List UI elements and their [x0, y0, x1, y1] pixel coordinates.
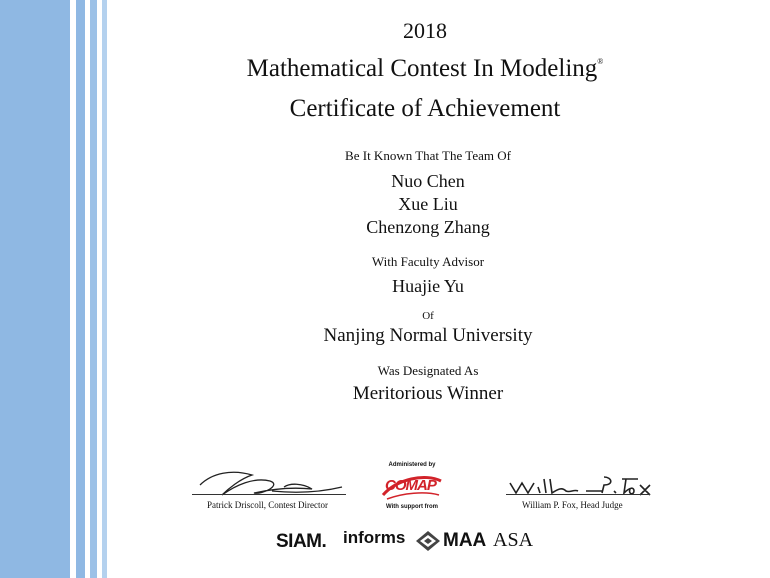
asa-logo: ASA — [493, 529, 534, 551]
maa-emblem-icon — [415, 530, 441, 552]
of-label: Of — [422, 310, 434, 322]
comap-logo-text: COMAP — [385, 477, 436, 494]
advisor-name: Huajie Yu — [392, 276, 464, 296]
director-signature-line — [192, 494, 346, 495]
team-member: Nuo Chen — [391, 171, 465, 191]
siam-logo: SIAM. — [276, 531, 327, 552]
team-members — [43, 170, 770, 239]
administered-by-label: Administered by — [388, 462, 436, 468]
team-member: Xue Liu — [398, 194, 458, 214]
university-name: Nanjing Normal University — [323, 325, 533, 346]
contest-title-text: Mathematical Contest In Modeling — [246, 55, 598, 82]
comap-block — [372, 462, 452, 510]
certificate-year: 2018 — [403, 18, 447, 43]
head-judge-caption: William P. Fox, Head Judge — [522, 500, 623, 510]
maa-logo: MAA — [443, 530, 487, 551]
certificate-title: Certificate of Achievement — [289, 95, 561, 122]
support-label: With support from — [386, 504, 438, 510]
informs-logo: informs — [343, 528, 406, 547]
director-signature — [192, 465, 352, 501]
award-title: Meritorious Winner — [352, 383, 504, 404]
advisor-intro: With Faculty Advisor — [371, 254, 485, 269]
team-intro: Be It Known That The Team Of — [345, 148, 511, 163]
contest-title — [40, 55, 770, 83]
head-judge-signature — [506, 473, 654, 499]
director-caption: Patrick Driscoll, Contest Director — [207, 500, 328, 510]
head-judge-signature-line — [506, 494, 650, 495]
comap-logo — [381, 471, 443, 501]
team-member: Chenzong Zhang — [366, 217, 490, 237]
designated-intro: Was Designated As — [377, 363, 479, 378]
registered-mark: ® — [597, 57, 604, 66]
